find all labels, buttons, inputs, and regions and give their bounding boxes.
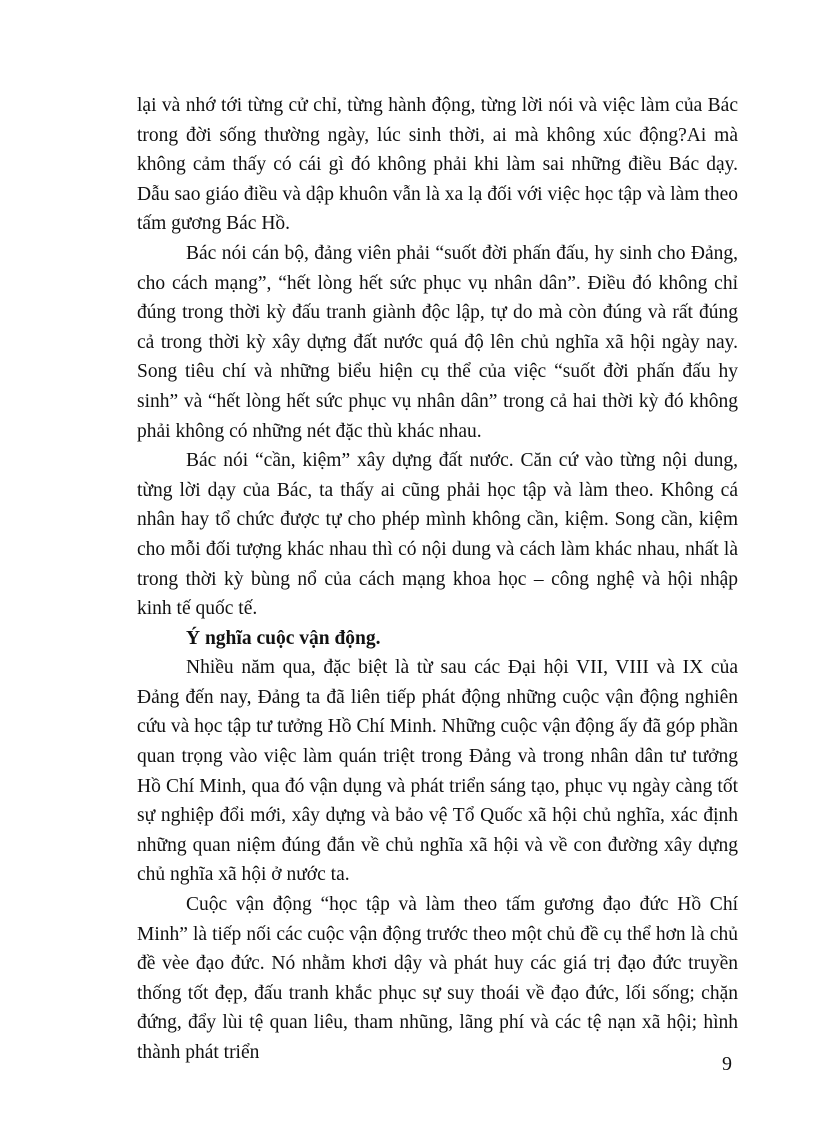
section-heading: Ý nghĩa cuộc vận động. [186, 627, 381, 649]
paragraph-1: lại và nhớ tới từng cử chỉ, từng hành động, từng lời nói và việc làm của Bác trong đời sống thường ngày, lúc sinh thời, ai mà không xúc động?Ai mà không cảm thấy có cái gì đó không phải khi làm sai những điều Bác dạy. Dẫu sao giáo điều và dập khuôn vẫn là xa lạ đối với việc học tập và làm theo tấm gương Bác Hồ. [137, 95, 738, 235]
paragraph-4: Nhiều năm qua, đặc biệt là từ sau các Đại hội VII, VIII và IX của Đảng đến nay, Đảng ta đã liên tiếp phát động những cuộc vận động nghiên cứu và học tập tư tưởng Hồ Chí Minh. Những cuộc vận động ấy đã góp phần quan trọng vào việc làm quán triệt trong Đảng và trong nhân dân tư tưởng Hồ Chí Minh, qua đó vận dụng và phát triển sáng tạo, phục vụ ngày càng tốt sự nghiệp đổi mới, xây dựng và bảo vệ Tổ Quốc xã hội chủ nghĩa, xác định những quan niệm đúng đắn về chủ nghĩa xã hội và về con đường xây dựng chủ nghĩa xã hội ở nước ta. [137, 657, 738, 886]
paragraph-3: Bác nói “cần, kiệm” xây dựng đất nước. Căn cứ vào từng nội dung, từng lời dạy của Bác, ta thấy ai cũng phải học tập và làm theo. Không cá nhân hay tổ chức được tự cho phép mình không cần, kiệm. Song cần, kiệm cho mỗi đối tượng khác nhau thì có nội dung và cách làm khác nhau, nhất là trong thời kỳ bùng nổ của cách mạng khoa học – công nghệ và hội nhập kinh tế quốc tế. [137, 450, 738, 620]
paragraph-2: Bác nói cán bộ, đảng viên phải “suốt đời phấn đấu, hy sinh cho Đảng, cho cách mạng”, “hết lòng hết sức phục vụ nhân dân”. Điều đó không chỉ đúng trong thời kỳ đấu tranh giành độc lập, tự do mà còn đúng và rất đúng cả trong thời kỳ xây dựng đất nước quá độ lên chủ nghĩa xã hội ngày nay. Song tiêu chí và những biểu hiện cụ thể của việc “suốt đời phấn đấu hy sinh” và “hết lòng hết sức phục vụ nhân dân” trong cả hai thời kỳ đó không phải không có những nét đặc thù khác nhau. [137, 242, 738, 442]
paragraph-5: Cuộc vận động “học tập và làm theo tấm gương đạo đức Hồ Chí Minh” là tiếp nối các cuộc vận động trước theo một chủ đề cụ thể hơn là chủ đề vèe đạo đức. Nó nhằm khơi dậy và phát huy các giá trị đạo đức truyền thống tốt đẹp, đấu tranh khắc phục sự suy thoái về đạo đức, lối sống; chặn đứng, đẩy lùi tệ quan liêu, tham nhũng, lãng phí và các tệ nạn xã hội; hình thành phát triển [137, 894, 738, 1063]
body-text [137, 91, 738, 1068]
page-number: 9 [722, 1053, 732, 1075]
